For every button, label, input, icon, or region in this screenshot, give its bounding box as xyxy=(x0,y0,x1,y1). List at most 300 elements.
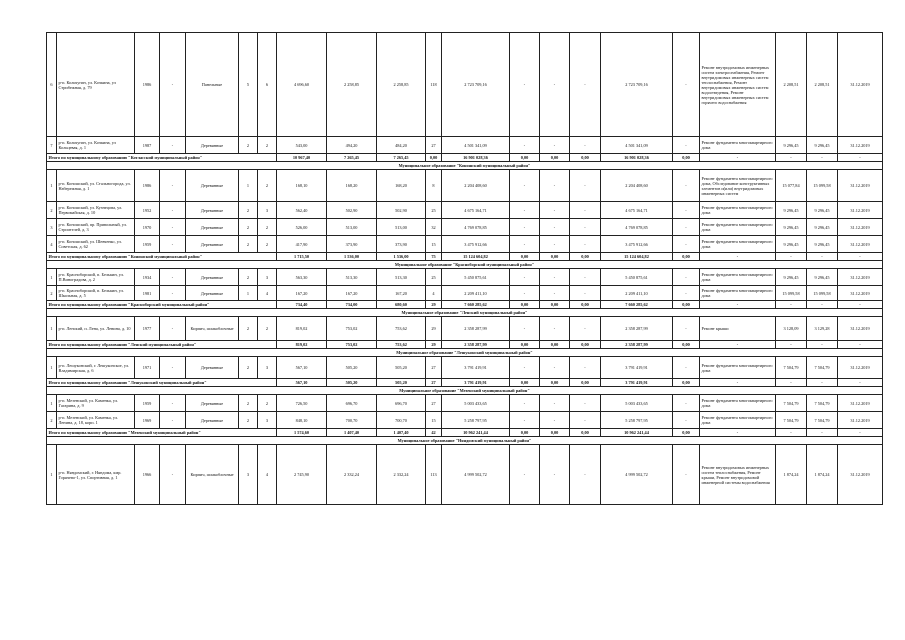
cell-c1: - xyxy=(510,395,540,412)
cell-n: 2 xyxy=(47,412,57,429)
cell-work: Ремонт фундамента многоквартирного дома xyxy=(700,219,776,236)
cell-c3: - xyxy=(570,170,601,202)
cell-address: р-п. Ленский, п. Лена, ул. Ленина, д. 10 xyxy=(57,317,135,341)
total-date: - xyxy=(838,154,883,162)
cell-area-resid: 167,20 xyxy=(377,286,426,301)
total-date: - xyxy=(838,429,883,437)
cell-cost-owners: 4 769 078,85 xyxy=(601,219,673,236)
cell-price2: 9 296,45 xyxy=(807,269,838,286)
total-area-living: 753,02 xyxy=(327,341,377,349)
cell-year: 1959 xyxy=(135,395,160,412)
total-c2: 0,00 xyxy=(540,301,570,309)
cell-area-living: 2 258,85 xyxy=(327,33,377,137)
total-area-resid: 505,20 xyxy=(377,379,426,387)
cell-area-total: 562,40 xyxy=(277,202,327,219)
cell-address: р-п. Красноборский, п. Белькин, ул. Школьная, д. 5 xyxy=(57,286,135,301)
total-cost-total: 3 791 419,91 xyxy=(442,379,510,387)
cell-c4: - xyxy=(673,445,700,505)
table-row xyxy=(47,357,883,379)
cell-n: 1 xyxy=(47,357,57,379)
cell-commissioning: - xyxy=(160,269,186,286)
cell-price1: 9 296,45 xyxy=(776,219,807,236)
cell-floors: 2 xyxy=(239,269,258,286)
cell-residents: 4 xyxy=(426,286,442,301)
cell-date: 31.12.2019 xyxy=(838,33,883,137)
total-date: - xyxy=(838,253,883,261)
cell-cost-owners: 3 475 912,66 xyxy=(601,236,673,253)
cell-work: Ремонт фундамента многоквартирного дома xyxy=(700,269,776,286)
cell-address: р-п. Коношский, пр. Привольный, ул. Строителей, д. 3 xyxy=(57,219,135,236)
total-area-resid: 753,62 xyxy=(377,341,426,349)
total-c2: 0,00 xyxy=(540,253,570,261)
total-price2: - xyxy=(807,429,838,437)
cell-c2: - xyxy=(540,445,570,505)
cell-price1: 3 128,09 xyxy=(776,317,807,341)
cell-work: Ремонт фундамента многоквартирного дома xyxy=(700,137,776,154)
cell-address: р-п. Кольчугин, ул. Кочкина, ул Кольцевая, д. 1 xyxy=(57,137,135,154)
table-row xyxy=(47,219,883,236)
cell-n: 2 xyxy=(47,202,57,219)
cell-commissioning: - xyxy=(160,202,186,219)
cell-commissioning: - xyxy=(160,286,186,301)
cell-c2: - xyxy=(540,137,570,154)
cell-c4: - xyxy=(673,317,700,341)
cell-price2: 9 296,45 xyxy=(807,202,838,219)
total-price2: - xyxy=(807,154,838,162)
total-c1: 0,00 xyxy=(510,253,540,261)
table-row xyxy=(47,395,883,412)
total-area-total: 567,10 xyxy=(277,379,327,387)
cell-c4: - xyxy=(673,395,700,412)
total-date: - xyxy=(838,341,883,349)
cell-price1: 2 208,51 xyxy=(776,33,807,137)
cell-date: 31.12.2019 xyxy=(838,236,883,253)
cell-entrances: 3 xyxy=(258,269,277,286)
cell-c2: - xyxy=(540,202,570,219)
total-c2: 0,00 xyxy=(540,379,570,387)
cell-year: 1986 xyxy=(135,33,160,137)
cell-price2: 9 296,45 xyxy=(807,236,838,253)
cell-cost-total: 4 769 078,85 xyxy=(442,219,510,236)
section-title: Муниципальное образование "Красноборский муниципальный район" xyxy=(47,261,883,269)
cell-work: Ремонт фундамента многоквартирного дома, Обследование конструктивных элементов и(или) внутридомовых инженерных систем xyxy=(700,170,776,202)
total-label: Итого по муниципальному образованию "Коношский муниципальный район" xyxy=(47,253,277,261)
section-heading-row xyxy=(47,349,883,357)
cell-year: 1959 xyxy=(135,236,160,253)
cell-c1: - xyxy=(510,170,540,202)
total-work: - xyxy=(700,154,776,162)
total-c4: 0,00 xyxy=(673,379,700,387)
cell-price1: 9 296,45 xyxy=(776,236,807,253)
cell-area-resid: 696,70 xyxy=(377,395,426,412)
total-price1: - xyxy=(776,429,807,437)
cell-c3: - xyxy=(570,137,601,154)
cell-material: Деревянные xyxy=(186,286,239,301)
cell-c1: - xyxy=(510,317,540,341)
total-cost-total: 10 962 241,44 xyxy=(442,429,510,437)
total-date: - xyxy=(838,301,883,309)
cell-area-total: 167,20 xyxy=(277,286,327,301)
cell-date: 31.12.2019 xyxy=(838,202,883,219)
cell-price1: 9 296,45 xyxy=(776,202,807,219)
cell-n: 1 xyxy=(47,170,57,202)
cell-c4: - xyxy=(673,33,700,137)
cell-n: 3 xyxy=(47,219,57,236)
cell-address: р-п. Мезенский, ул. Каменка, ул. Ленина, д. 18, корп. 1 xyxy=(57,412,135,429)
cell-date: 31.12.2019 xyxy=(838,412,883,429)
cell-c3: - xyxy=(570,202,601,219)
cell-c1: - xyxy=(510,219,540,236)
cell-n: 1 xyxy=(47,395,57,412)
cell-date: 31.12.2019 xyxy=(838,170,883,202)
cell-c1: - xyxy=(510,236,540,253)
cell-c4: - xyxy=(673,170,700,202)
cell-n: 4 xyxy=(47,236,57,253)
cell-price2: 7 504,79 xyxy=(807,412,838,429)
cell-c3: - xyxy=(570,395,601,412)
cell-cost-total: 2 204 408,60 xyxy=(442,170,510,202)
cell-c3: - xyxy=(570,445,601,505)
cell-floors: 3 xyxy=(239,445,258,505)
cell-year: 1981 xyxy=(135,286,160,301)
cell-year: 1969 xyxy=(135,412,160,429)
cell-cost-total: 4 501 341,09 xyxy=(442,137,510,154)
total-work: - xyxy=(700,301,776,309)
cell-address: р-п. Коношский, ул. Кузнецова, ул. Первомайская, д. 10 xyxy=(57,202,135,219)
cell-area-living: 753,02 xyxy=(327,317,377,341)
total-work: - xyxy=(700,379,776,387)
total-price2: - xyxy=(807,301,838,309)
cell-cost-total: 5 003 433,65 xyxy=(442,395,510,412)
housing-repair-table xyxy=(46,32,883,505)
cell-area-total: 563,30 xyxy=(277,269,327,286)
cell-address: р-п. Красноборский, п. Белькин, ул. П.Виноградова, д. 2 xyxy=(57,269,135,286)
total-cost-total: 16 901 028,36 xyxy=(442,154,510,162)
cell-c3: - xyxy=(570,286,601,301)
cell-price2: 7 504,79 xyxy=(807,395,838,412)
total-area-living: 505,20 xyxy=(327,379,377,387)
cell-cost-total: 5 258 797,95 xyxy=(442,412,510,429)
cell-c2: - xyxy=(540,219,570,236)
cell-c1: - xyxy=(510,412,540,429)
cell-date: 31.12.2019 xyxy=(838,269,883,286)
total-row xyxy=(47,253,883,261)
total-c2: 0,00 xyxy=(540,154,570,162)
cell-area-total: 848,10 xyxy=(277,412,327,429)
cell-price1: 9 296,45 xyxy=(776,137,807,154)
cell-commissioning: - xyxy=(160,137,186,154)
cell-material: Деревянные xyxy=(186,137,239,154)
cell-entrances: 2 xyxy=(258,395,277,412)
cell-area-living: 700,70 xyxy=(327,412,377,429)
cell-area-total: 526,00 xyxy=(277,219,327,236)
cell-c2: - xyxy=(540,236,570,253)
total-work: - xyxy=(700,253,776,261)
cell-entrances: 3 xyxy=(258,357,277,379)
total-row xyxy=(47,154,883,162)
cell-c3: - xyxy=(570,236,601,253)
total-c3: 0,00 xyxy=(570,253,601,261)
cell-date: 31.12.2019 xyxy=(838,445,883,505)
cell-area-living: 505,20 xyxy=(327,357,377,379)
cell-n: 7 xyxy=(47,137,57,154)
total-c2: 0,00 xyxy=(540,429,570,437)
cell-work: Ремонт внутридомовых инженерных систем электроснабжения, Ремонт внутридомовых инженерных систем теплоснабжения, Ремонт внутридомовых инженерных систем водоотведения, Ремонт внутридомовых инженерных систем горячего водоснабжения xyxy=(700,33,776,137)
cell-area-resid: 700,70 xyxy=(377,412,426,429)
table-row xyxy=(47,33,883,137)
cell-year: 1934 xyxy=(135,269,160,286)
table-row xyxy=(47,202,883,219)
cell-price2: 9 296,45 xyxy=(807,219,838,236)
cell-area-resid: 513,30 xyxy=(377,269,426,286)
cell-cost-total: 2 209 411,10 xyxy=(442,286,510,301)
cell-year: 1971 xyxy=(135,357,160,379)
cell-price1: 15 077,84 xyxy=(776,170,807,202)
cell-address: р-п. Мезенский, ул. Каменка, ул. Гагарина, д. 9 xyxy=(57,395,135,412)
cell-c3: - xyxy=(570,412,601,429)
cell-commissioning: - xyxy=(160,395,186,412)
cell-c4: - xyxy=(673,357,700,379)
cell-cost-total: 2 358 287,99 xyxy=(442,317,510,341)
cell-c1: - xyxy=(510,269,540,286)
cell-n: 6 xyxy=(47,33,57,137)
cell-date: 31.12.2019 xyxy=(838,395,883,412)
cell-c4: - xyxy=(673,236,700,253)
cell-cost-owners: 5 258 797,95 xyxy=(601,412,673,429)
total-area-resid: 1 536,00 xyxy=(377,253,426,261)
cell-c1: - xyxy=(510,286,540,301)
cell-floors: 2 xyxy=(239,236,258,253)
cell-material: Деревянные xyxy=(186,395,239,412)
cell-cost-owners: 5 003 433,65 xyxy=(601,395,673,412)
cell-address: р-п. Кольчугин, ул. Кочкина, ул Стрибежная, д. 79 xyxy=(57,33,135,137)
cell-work: Ремонт фундамента многоквартирного дома xyxy=(700,286,776,301)
cell-floors: 2 xyxy=(239,395,258,412)
total-c1: 0,00 xyxy=(510,379,540,387)
cell-cost-owners: 4 501 341,09 xyxy=(601,137,673,154)
cell-c1: - xyxy=(510,445,540,505)
cell-commissioning: - xyxy=(160,33,186,137)
cell-c2: - xyxy=(540,395,570,412)
section-title: Муниципальное образование "Коношский муниципальный район" xyxy=(47,162,883,170)
total-c4: 0,00 xyxy=(673,341,700,349)
cell-price2: 15 099,58 xyxy=(807,170,838,202)
cell-area-resid: 168,20 xyxy=(377,170,426,202)
total-area-resid: 7 265,45 xyxy=(377,154,426,162)
cell-cost-owners: 4 999 502,72 xyxy=(601,445,673,505)
cell-material: Деревянные xyxy=(186,269,239,286)
cell-cost-total: 5 450 875,61 xyxy=(442,269,510,286)
cell-cost-total: 4 675 164,71 xyxy=(442,202,510,219)
cell-year: 1986 xyxy=(135,170,160,202)
cell-commissioning: - xyxy=(160,170,186,202)
cell-c2: - xyxy=(540,317,570,341)
cell-price1: 7 504,79 xyxy=(776,412,807,429)
total-row xyxy=(47,301,883,309)
cell-residents: 27 xyxy=(426,357,442,379)
cell-cost-owners: 5 450 875,61 xyxy=(601,269,673,286)
cell-area-living: 2 332,24 xyxy=(327,445,377,505)
cell-c2: - xyxy=(540,286,570,301)
cell-area-living: 373,90 xyxy=(327,236,377,253)
cell-date: 31.12.2019 xyxy=(838,219,883,236)
cell-work: Ремонт фундамента многоквартирного дома xyxy=(700,357,776,379)
cell-entrances: 4 xyxy=(258,286,277,301)
cell-c4: - xyxy=(673,286,700,301)
cell-price2: 9 296,45 xyxy=(807,137,838,154)
cell-year: 1987 xyxy=(135,137,160,154)
cell-c4: - xyxy=(673,202,700,219)
cell-work: Ремонт крыши xyxy=(700,317,776,341)
total-area-living: 1 536,00 xyxy=(327,253,377,261)
cell-price1: 15 099,58 xyxy=(776,286,807,301)
total-cost-owners: 10 962 241,44 xyxy=(601,429,673,437)
cell-c3: - xyxy=(570,219,601,236)
total-cost-owners: 15 124 604,82 xyxy=(601,253,673,261)
cell-cost-owners: 4 675 164,71 xyxy=(601,202,673,219)
cell-year: 1970 xyxy=(135,219,160,236)
cell-area-resid: 2 332,24 xyxy=(377,445,426,505)
cell-commissioning: - xyxy=(160,317,186,341)
cell-material: Деревянные xyxy=(186,170,239,202)
total-cost-total: 15 124 604,82 xyxy=(442,253,510,261)
cell-commissioning: - xyxy=(160,412,186,429)
cell-commissioning: - xyxy=(160,236,186,253)
cell-entrances: 2 xyxy=(258,236,277,253)
table-row xyxy=(47,412,883,429)
cell-area-total: 543,00 xyxy=(277,137,327,154)
cell-area-living: 167,20 xyxy=(327,286,377,301)
total-c4: 0,00 xyxy=(673,154,700,162)
cell-c1: - xyxy=(510,202,540,219)
total-price2: - xyxy=(807,379,838,387)
cell-c3: - xyxy=(570,357,601,379)
cell-entrances: 3 xyxy=(258,412,277,429)
cell-floors: 2 xyxy=(239,137,258,154)
total-row xyxy=(47,341,883,349)
cell-address: р-п. Лешуконский, г. Лешуконское, ул. Владимирская, д. 6 xyxy=(57,357,135,379)
cell-c2: - xyxy=(540,412,570,429)
table-row xyxy=(47,445,883,505)
table-row xyxy=(47,269,883,286)
cell-area-resid: 513,00 xyxy=(377,219,426,236)
cell-work: Ремонт фундамента многоквартирного дома xyxy=(700,395,776,412)
cell-price2: 15 099,58 xyxy=(807,286,838,301)
cell-c1: - xyxy=(510,137,540,154)
total-area-living: 7 265,45 xyxy=(327,154,377,162)
total-c3: 0,00 xyxy=(570,429,601,437)
cell-c2: - xyxy=(540,170,570,202)
total-residents: 0,00 xyxy=(426,154,442,162)
total-label: Итого по муниципальному образованию "Красноборский муниципальный район" xyxy=(47,301,277,309)
cell-c4: - xyxy=(673,137,700,154)
cell-work: Ремонт фундамента многоквартирного дома xyxy=(700,236,776,253)
cell-area-resid: 484,20 xyxy=(377,137,426,154)
cell-work: Ремонт внутридомовых инженерных систем теплоснабжения, Ремонт крыши, Ремонт внутридомовой инженерной системы водоснабжения xyxy=(700,445,776,505)
cell-year: 1966 xyxy=(135,445,160,505)
table-row xyxy=(47,170,883,202)
cell-commissioning: - xyxy=(160,357,186,379)
cell-price1: 9 296,45 xyxy=(776,269,807,286)
cell-residents: 25 xyxy=(426,269,442,286)
cell-date: 31.12.2019 xyxy=(838,317,883,341)
cell-area-living: 494,20 xyxy=(327,137,377,154)
total-c4: 0,00 xyxy=(673,429,700,437)
cell-work: Ремонт фундамента многоквартирного дома xyxy=(700,202,776,219)
cell-floors: 2 xyxy=(239,219,258,236)
total-c4: 0,00 xyxy=(673,301,700,309)
cell-cost-total: 3 475 912,66 xyxy=(442,236,510,253)
total-price1: - xyxy=(776,379,807,387)
total-label: Итого по муниципальному образованию "Лешуконский муниципальный район" xyxy=(47,379,277,387)
cell-c1: - xyxy=(510,33,540,137)
total-area-resid: 1 407,40 xyxy=(377,429,426,437)
table-row xyxy=(47,317,883,341)
cell-address: р-п. Коношский, ул. Стальногорода, ул. Набережная, д. 1 xyxy=(57,170,135,202)
cell-floors: 2 xyxy=(239,317,258,341)
section-title: Муниципальное образование "Лешуконский муниципальный район" xyxy=(47,349,883,357)
total-area-total: 1 715,50 xyxy=(277,253,327,261)
cell-material: Деревянные xyxy=(186,219,239,236)
total-c3: 0,00 xyxy=(570,379,601,387)
cell-area-living: 168,20 xyxy=(327,170,377,202)
table-row xyxy=(47,286,883,301)
cell-entrances: 3 xyxy=(258,202,277,219)
cell-material: Кирпич, шлакоблочные xyxy=(186,445,239,505)
total-price1: - xyxy=(776,341,807,349)
table-row xyxy=(47,137,883,154)
total-c3: 0,00 xyxy=(570,301,601,309)
cell-price1: 1 874,24 xyxy=(776,445,807,505)
cell-commissioning: - xyxy=(160,445,186,505)
total-c1: 0,00 xyxy=(510,341,540,349)
cell-residents: 29 xyxy=(426,317,442,341)
total-label: Итого по муниципальному образованию "Котласский муниципальный район" xyxy=(47,154,277,162)
cell-material: Кирпич, шлакоблочные xyxy=(186,317,239,341)
cell-date: 31.12.2019 xyxy=(838,357,883,379)
total-area-total: 10 967,40 xyxy=(277,154,327,162)
total-price2: - xyxy=(807,341,838,349)
total-row xyxy=(47,379,883,387)
cell-price1: 7 504,79 xyxy=(776,395,807,412)
total-area-total: 819,02 xyxy=(277,341,327,349)
cell-area-living: 513,00 xyxy=(327,219,377,236)
total-price1: - xyxy=(776,301,807,309)
total-residents: 29 xyxy=(426,301,442,309)
cell-material: Деревянные xyxy=(186,357,239,379)
cell-n: 1 xyxy=(47,317,57,341)
cell-area-living: 696,70 xyxy=(327,395,377,412)
cell-area-total: 168,10 xyxy=(277,170,327,202)
cell-c1: - xyxy=(510,357,540,379)
total-area-total: 734,40 xyxy=(277,301,327,309)
section-heading-row xyxy=(47,162,883,170)
total-area-living: 734,00 xyxy=(327,301,377,309)
total-cost-owners: 16 901 028,36 xyxy=(601,154,673,162)
cell-floors: 1 xyxy=(239,286,258,301)
total-c3: 0,00 xyxy=(570,154,601,162)
cell-n: 2 xyxy=(47,286,57,301)
cell-residents: 32 xyxy=(426,219,442,236)
cell-c4: - xyxy=(673,219,700,236)
cell-floors: 2 xyxy=(239,357,258,379)
cell-residents: 8 xyxy=(426,170,442,202)
cell-year: 1952 xyxy=(135,202,160,219)
section-heading-row xyxy=(47,437,883,445)
cell-residents: 15 xyxy=(426,412,442,429)
cell-c2: - xyxy=(540,33,570,137)
cell-residents: 27 xyxy=(426,395,442,412)
